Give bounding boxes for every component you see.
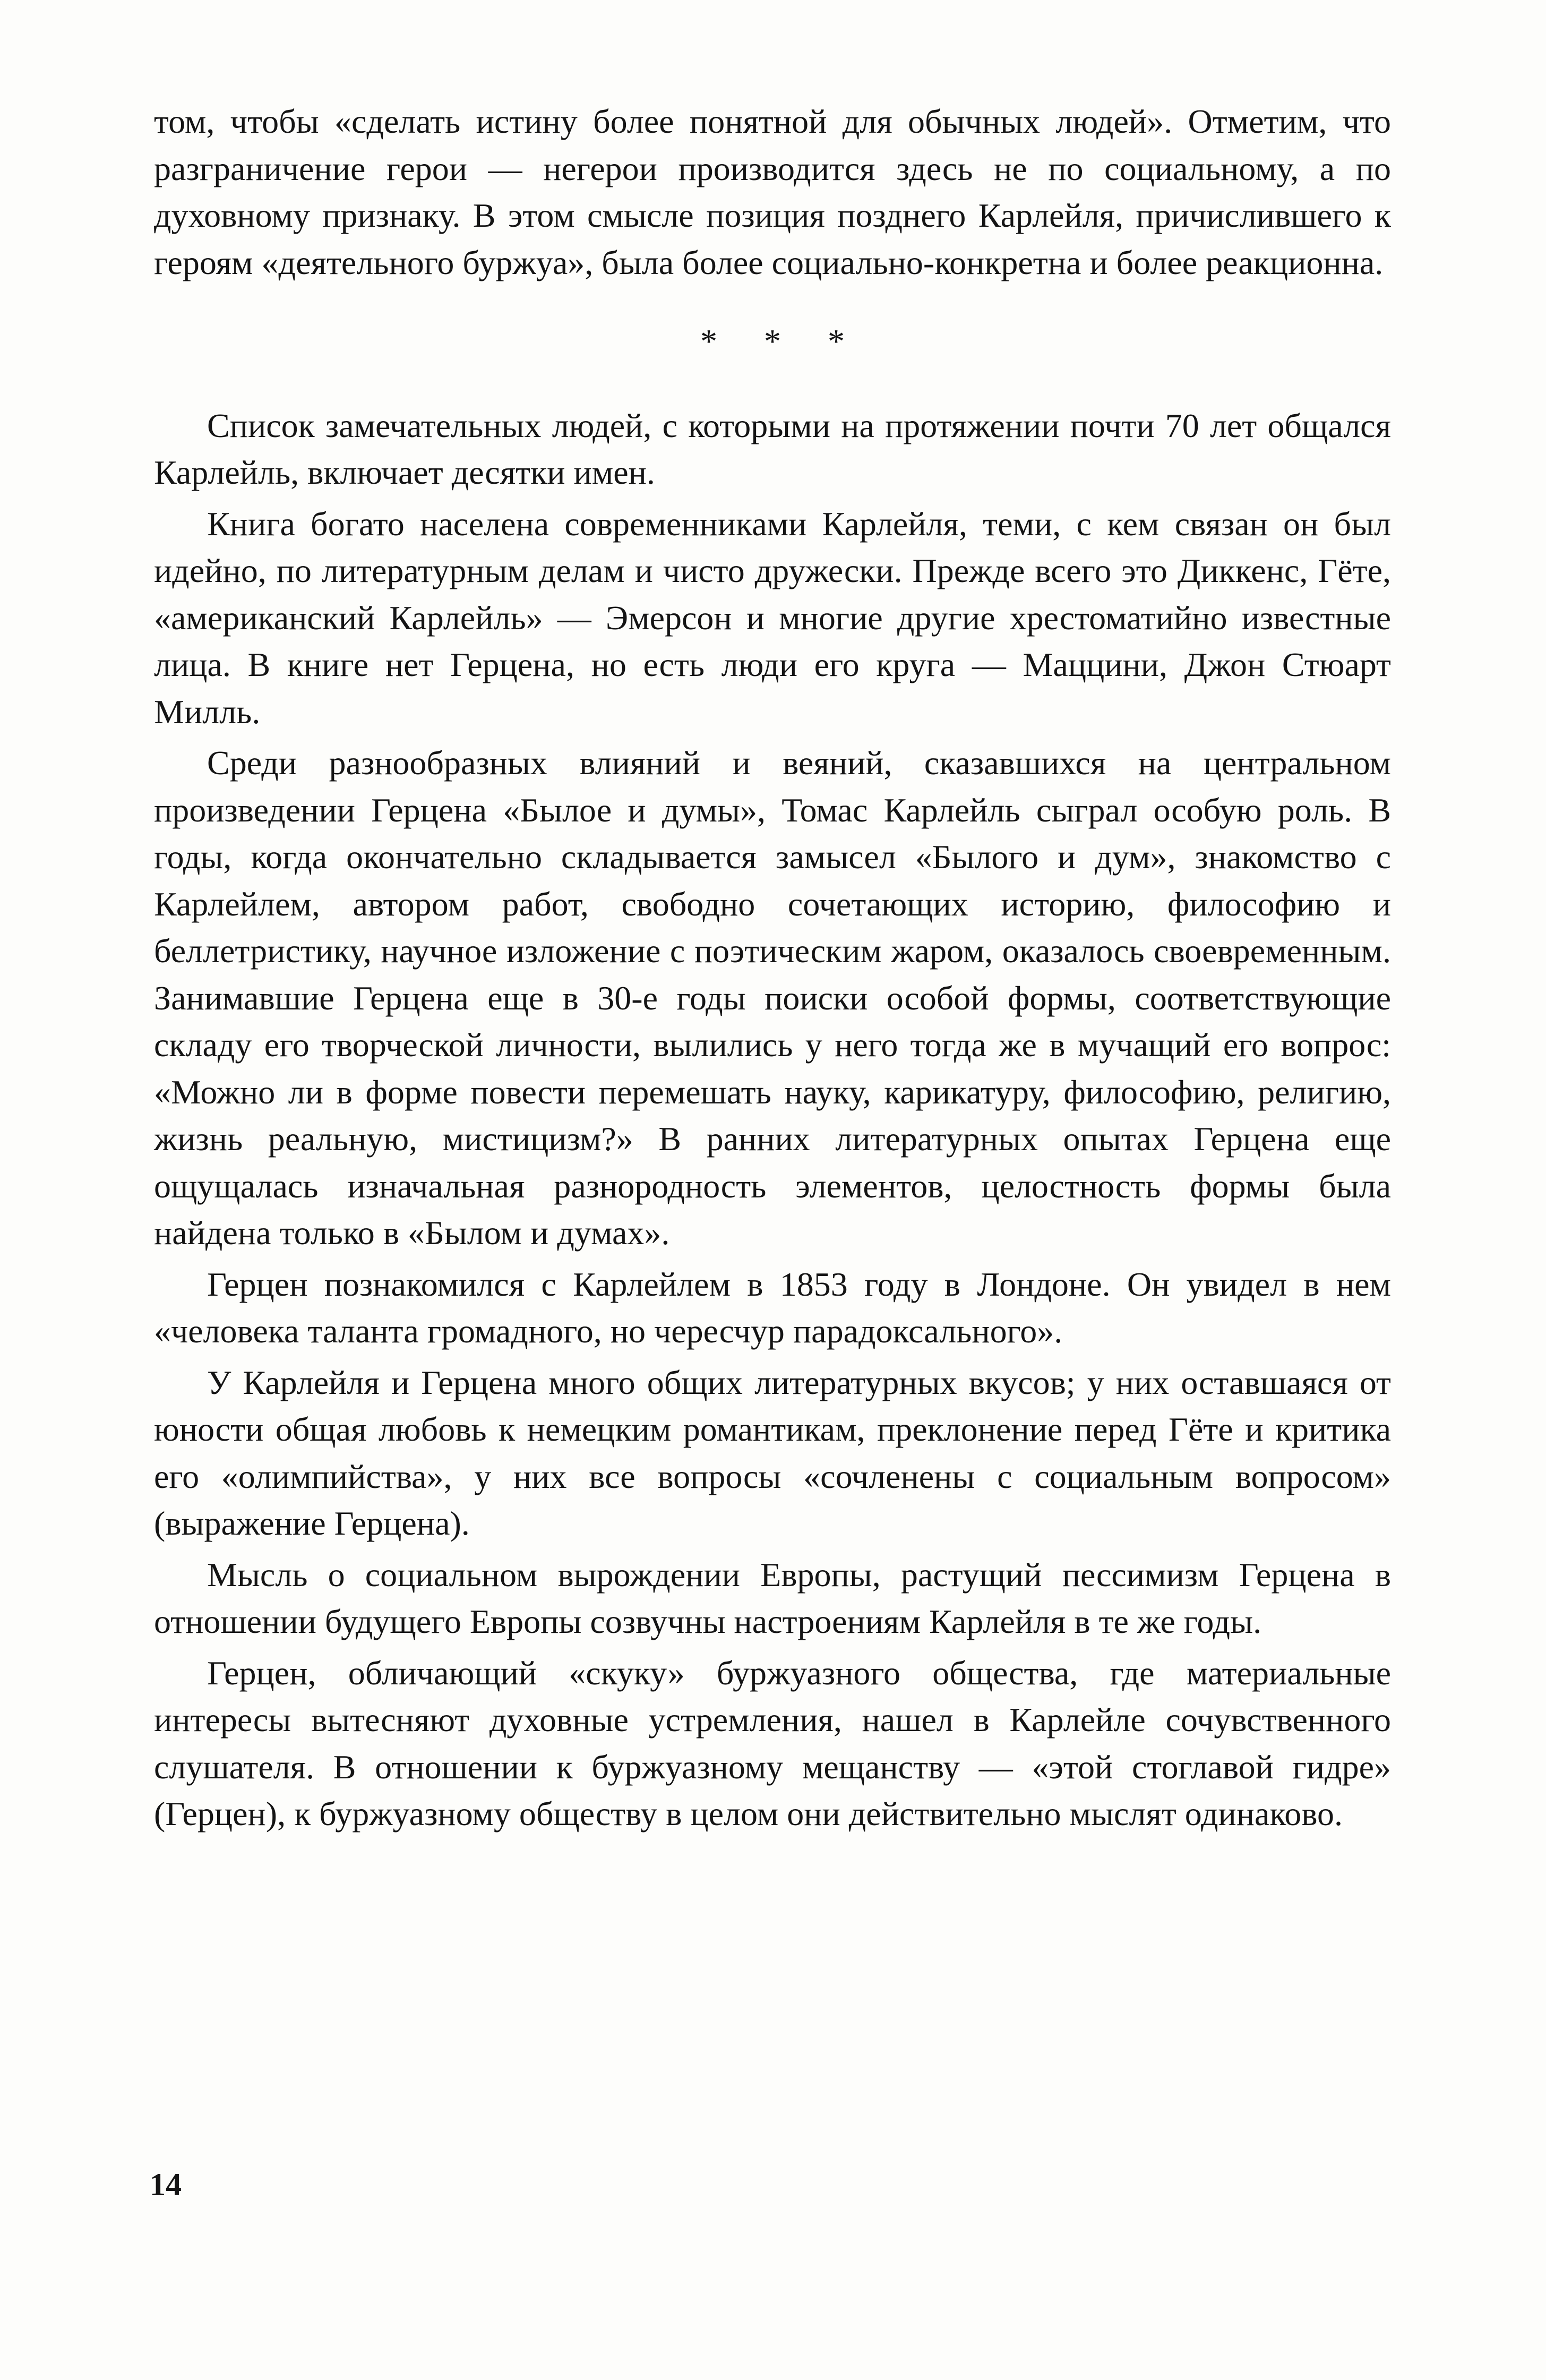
body-text [154, 98, 1391, 1838]
paragraph-6: У Карлейля и Герцена много общих литературных вкусов; у них оставшаяся от юности общая любовь к немецким романтикам, преклонение перед Гёте и критика его «олимпийства», у них все вопросы «сочленены с социальным вопросом» (выражение Герцена). [154, 1363, 1391, 1542]
paragraph-5: Герцен познакомился с Карлейлем в 1853 году в Лондоне. Он увидел в нем «человека таланта громадного, но чересчур парадоксального». [154, 1265, 1391, 1350]
page-number: 14 [150, 2167, 182, 2202]
paragraph-2: Список замечательных людей, с которыми на протяжении почти 70 лет общался Карлейль, включает десятки имен. [154, 406, 1391, 491]
section-divider: * * * [700, 322, 864, 360]
paragraph-4: Среди разнообразных влияний и веяний, сказавшихся на центральном произведении Герцена «Былое и думы», Томас Карлейль сыграл особую роль. В годы, когда окончательно складывается замысел «Былого и дум», знакомство с Карлейлем, автором работ, свободно сочетающих историю, философию и беллетристику, научное изложение с поэтическим жаром, оказалось своевременным. Занимавшие Герцена еще в 30-е годы поиски особой формы, соответствующие складу его творческой личности, вылились у него тогда же в мучащий его вопрос: «Можно ли в форме повести перемешать науку, карикатуру, философию, религию, жизнь реальную, мистицизм?» В ранних литературных опытах Герцена еще ощущалась изначальная разнородность элементов, целостность формы была найдена только в «Былом и думах». [154, 744, 1391, 1252]
paragraph-1: том, чтобы «сделать истину более понятной для обычных людей». Отметим, что разграничение герои — негерои производится здесь не по социальному, а по духовному признаку. В этом смысле позиция позднего Карлейля, причислившего к героям «деятельного буржуа», была более социально-конкретна и более реакционна. [154, 102, 1391, 281]
paragraph-7: Мысль о социальном вырождении Европы, растущий пессимизм Герцена в отношении будущего Европы созвучны настроениям Карлейля в те же годы. [154, 1555, 1391, 1640]
paragraph-3: Книга богато населена современниками Карлейля, теми, с кем связан он был идейно, по литературным делам и чисто дружески. Прежде всего это Диккенс, Гёте, «американский Карлейль» — Эмерсон и многие другие хрестоматийно известные лица. В книге нет Герцена, но есть люди его круга — Маццини, Джон Стюарт Милль. [154, 504, 1391, 731]
paragraph-8: Герцен, обличающий «скуку» буржуазного общества, где материальные интересы вытесняют духовные устремления, нашел в Карлейле сочувственного слушателя. В отношении к буржуазному мещанству — «этой стоглавой гидре» (Герцен), к буржуазному обществу в целом они действительно мыслят одинаково. [154, 1654, 1391, 1833]
